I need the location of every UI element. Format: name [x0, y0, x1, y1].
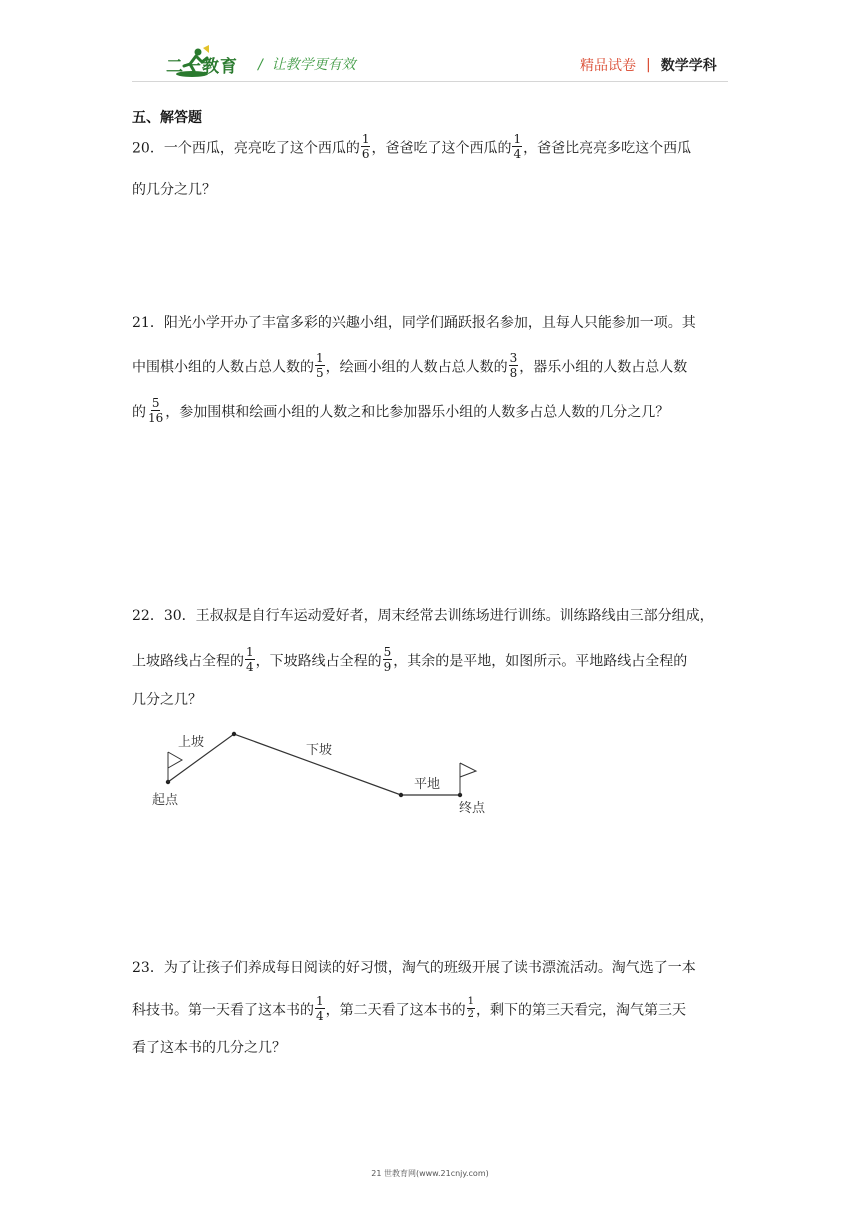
- brand-right-label: 数学学科: [660, 58, 717, 74]
- q22-text-b: ，下坡路线占全程的: [255, 653, 382, 670]
- fraction-numerator: 1: [246, 645, 254, 659]
- page-footer: 21 世教育网(www.21cnjy.com): [371, 1169, 489, 1178]
- fraction-numerator: 1: [513, 132, 522, 146]
- label-flat: 平地: [414, 777, 441, 792]
- slogan: [258, 54, 356, 74]
- q21-text-b: ，绘画小组的人数占总人数的: [325, 359, 508, 376]
- brand-tag: [580, 55, 717, 75]
- q21-text-c: ，器乐小组的人数占总人数: [519, 359, 688, 376]
- fraction-numerator: 1: [467, 996, 475, 1007]
- header-divider: [132, 81, 728, 82]
- logo-text: 二一教育: [166, 57, 238, 77]
- q23-line-2: [132, 994, 687, 1023]
- brand-left-label: 精品试卷: [580, 58, 636, 74]
- q23-line-3: 看了这本书的几分之几？: [132, 1040, 286, 1056]
- fraction: [147, 396, 164, 425]
- q21-text-a: 中围棋小组的人数占总人数的: [132, 359, 314, 376]
- label-downhill: 下坡: [306, 743, 333, 758]
- q22-text-c: ，其余的是平地，如图所示。平地路线占全程的: [393, 653, 688, 670]
- q21-line-1: 21．阳光小学开办了丰富多彩的兴趣小组，同学们踊跃报名参加，且每人只能参加一项。其: [132, 315, 696, 331]
- fraction: [509, 351, 519, 380]
- q21-line-3: [132, 396, 670, 425]
- q20-line-1: [132, 132, 692, 161]
- q20-text-c: ，爸爸比亮亮多吃这个西瓜: [523, 140, 692, 157]
- fraction: [467, 996, 475, 1021]
- slogan-separator: /: [258, 57, 263, 73]
- fraction-numerator: 1: [316, 994, 324, 1008]
- q21-text-e: ，参加围棋和绘画小组的人数之和比参加器乐小组的人数多占总人数的几分之几？: [165, 404, 670, 421]
- fraction: [315, 351, 325, 380]
- q22-line-3: 几分之几？: [132, 692, 202, 708]
- fraction-numerator: 5: [383, 645, 392, 659]
- label-end: 终点: [459, 801, 486, 816]
- fraction-denominator: 4: [246, 660, 254, 674]
- brand-separator: |: [646, 57, 651, 73]
- fraction-denominator: 6: [361, 147, 370, 161]
- route-point: [399, 793, 403, 797]
- section-title: 五、解答题: [132, 110, 202, 126]
- q20-text-b: ，爸爸吃了这个西瓜的: [371, 140, 512, 157]
- label-uphill: 上坡: [178, 735, 205, 750]
- q20-text-a: 20．一个西瓜，亮亮吃了这个西瓜的: [132, 140, 360, 157]
- fraction-denominator: 5: [316, 366, 324, 380]
- q22-line-1: 22．30．王叔叔是自行车运动爱好者，周末经常去训练场进行训练。训练路线由三部分组成，: [132, 608, 714, 624]
- page-header: [0, 0, 860, 90]
- fraction: [383, 645, 393, 674]
- fraction: [245, 645, 255, 674]
- q21-line-2: [132, 351, 688, 380]
- route-point: [232, 732, 236, 736]
- fraction: [512, 132, 522, 161]
- q23-text-b: ，第二天看了这本书的: [325, 1002, 466, 1019]
- q23-text-a: 科技书。第一天看了这本书的: [132, 1002, 314, 1019]
- fraction: [361, 132, 371, 161]
- fraction-numerator: 1: [316, 351, 324, 365]
- fraction-denominator: 8: [509, 366, 518, 380]
- fraction-numerator: 1: [361, 132, 370, 146]
- label-start: 起点: [152, 793, 179, 808]
- q23-line-1: 23．为了让孩子们养成每日阅读的好习惯，淘气的班级开展了读书漂流活动。淘气选了一本: [132, 960, 696, 976]
- fraction-denominator: 16: [148, 411, 164, 425]
- route-diagram: [148, 724, 498, 820]
- q22-text-a: 上坡路线占全程的: [132, 653, 244, 670]
- fraction-denominator: 9: [383, 660, 392, 674]
- q23-text-c: ，剩下的第三天看完，淘气第三天: [476, 1002, 687, 1019]
- fraction-denominator: 4: [513, 147, 522, 161]
- q21-text-d: 的: [132, 404, 146, 421]
- end-flag-icon: [460, 763, 476, 795]
- q20-line-2: 的几分之几？: [132, 182, 216, 198]
- q22-line-2: [132, 645, 688, 674]
- slogan-text: 让教学更有效: [271, 57, 356, 73]
- fraction-numerator: 3: [509, 351, 518, 365]
- fraction: [315, 994, 325, 1023]
- fraction-denominator: 4: [316, 1009, 324, 1023]
- fraction-denominator: 2: [467, 1009, 475, 1020]
- fraction-numerator: 5: [151, 396, 160, 410]
